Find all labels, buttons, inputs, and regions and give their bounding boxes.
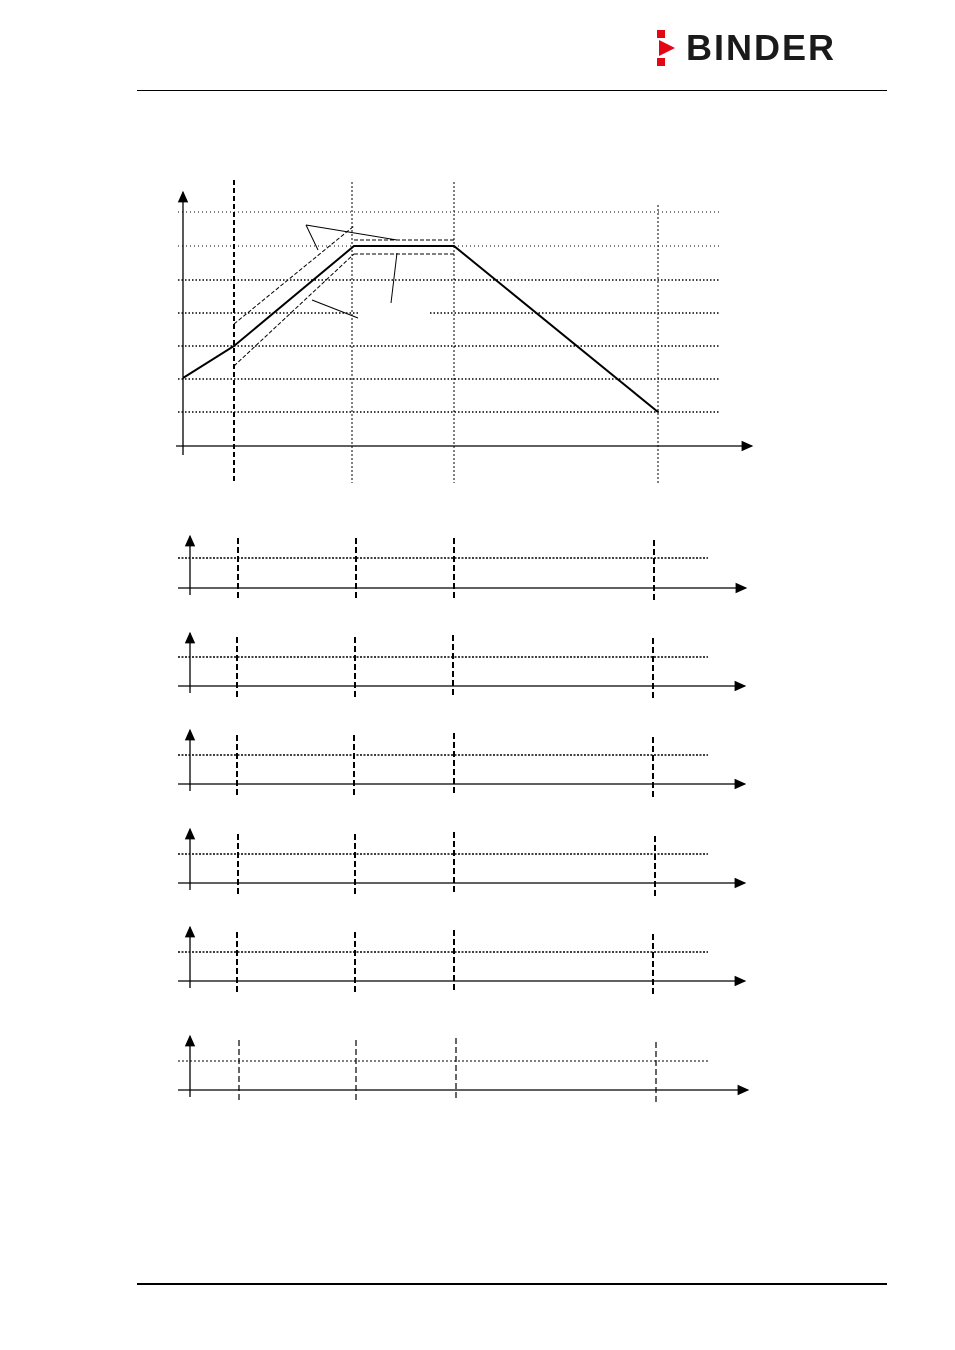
- setpoint-curve: [183, 246, 658, 412]
- temperature-profile-graph: [176, 180, 752, 483]
- channel-track-1: [178, 536, 746, 600]
- channel-track-6: [178, 1036, 748, 1105]
- main-grid-lines: [178, 212, 720, 412]
- channel-track-2: [178, 633, 745, 700]
- channel-track-3: [178, 730, 745, 798]
- channel-track-5: [178, 927, 745, 996]
- main-section-markers: [234, 180, 658, 483]
- brand-name: BINDER: [686, 27, 837, 68]
- channel-track-4: [178, 829, 745, 897]
